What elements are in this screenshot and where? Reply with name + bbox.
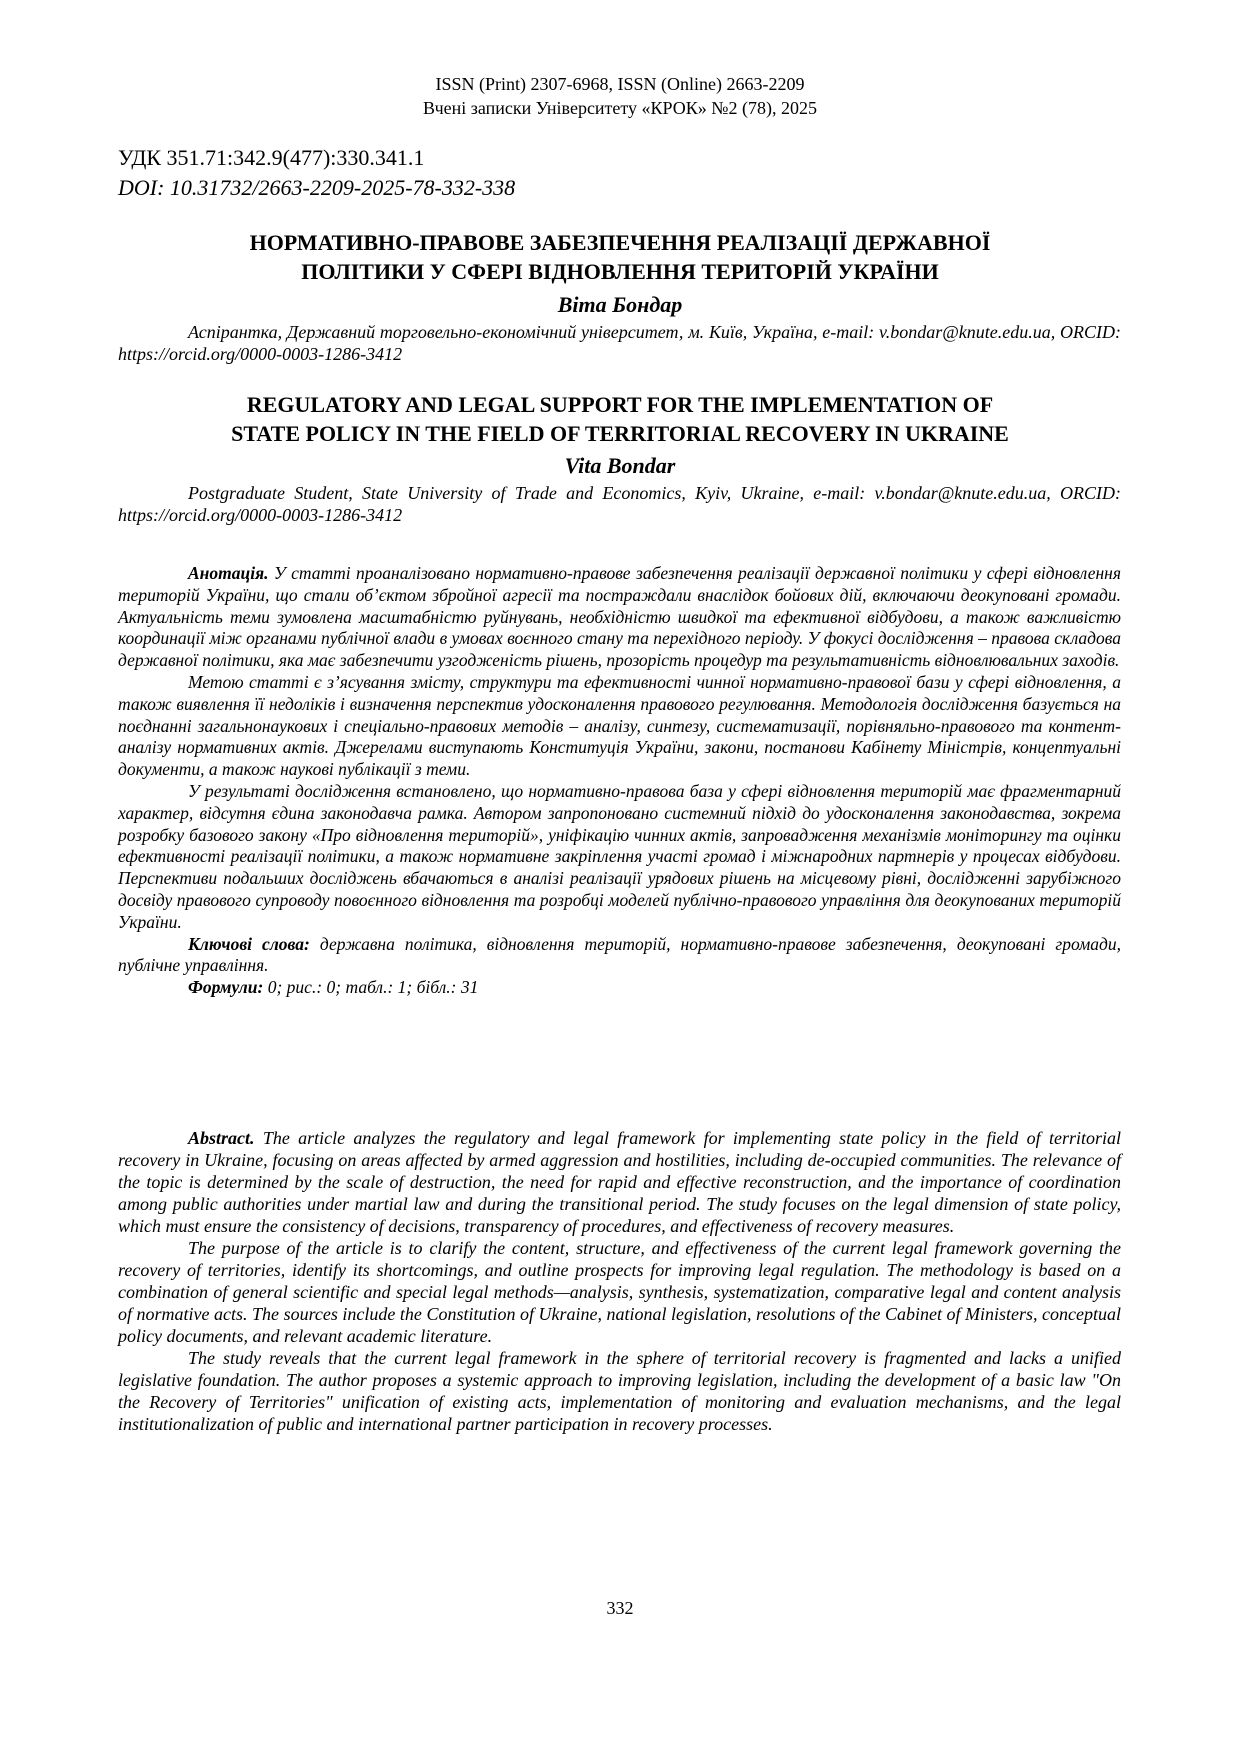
abstract-text: The article analyzes the regulatory and legal framework for implementing state policy in the field of territorial recovery in Ukraine, focusing on areas affected by armed aggression and hostilities, including de-occupied communities. The relevance of the topic is determined by the scale of destruction, the need for rapid and effective reconstruction, and the importance of coordination among public authorities under martial law and during the transitional period. The study focuses on the legal dimension of state policy, which must ensure the consistency of decisions, transparency of procedures, and effectiveness of recovery measures. — [118, 1128, 1121, 1236]
annotation-ukrainian — [118, 563, 1121, 999]
author-ukrainian: Віта Бондар — [557, 292, 683, 317]
abstract-paragraph: The purpose of the article is to clarify the content, structure, and effectiveness of the current legal framework governing the recovery of territories, identify its shortcomings, and outline prospects for improving legal regulation. The methodology is based on a combination of general scientific and special legal methods—analysis, synthesis, systematization, comparative legal and content analysis of normative acts. The sources include the Constitution of Ukraine, national legislation, resolutions of the Cabinet of Ministers, conceptual policy documents, and relevant academic literature. — [118, 1238, 1121, 1346]
article-meta — [118, 143, 515, 203]
formulas-label: Формули: — [188, 977, 264, 998]
title-ukrainian — [130, 228, 1110, 286]
formulas-text: 0; рис.: 0; табл.: 1; бібл.: 31 — [267, 977, 479, 998]
author-english: Vita Bondar — [564, 453, 676, 478]
title-ukrainian-line1: НОРМАТИВНО-ПРАВОВЕ ЗАБЕЗПЕЧЕННЯ РЕАЛІЗАЦІЇ ДЕРЖАВНОЇ — [249, 230, 991, 255]
page-number: 332 — [606, 1598, 634, 1618]
title-ukrainian-line2: ПОЛІТИКИ У СФЕРІ ВІДНОВЛЕННЯ ТЕРИТОРІЙ УКРАЇНИ — [301, 259, 939, 284]
abstract-paragraph: The study reveals that the current legal framework in the sphere of territorial recovery is fragmented and lacks a unified legislative foundation. The author proposes a systemic approach to improving legislation, including the development of a basic law "On the Recovery of Territories" unification of existing acts, implementation of monitoring and evaluation mechanisms, and the legal institutionalization of public and international partner participation in recovery processes. — [118, 1348, 1121, 1434]
formulas-paragraph — [118, 977, 1121, 999]
affiliation-english: Postgraduate Student, State University of Trade and Economics, Kyiv, Ukraine, e-mail: v.bondar@knute.edu.ua, ORCID: https://orcid.org/0000-0003-1286-3412 — [118, 483, 1121, 525]
doi-link[interactable]: DOI: 10.31732/2663-2209-2025-78-332-338 — [118, 175, 516, 200]
annotation-label: Анотація. — [188, 563, 269, 583]
abstract-paragraph — [118, 1127, 1121, 1237]
title-english-line1: REGULATORY AND LEGAL SUPPORT FOR THE IMPLEMENTATION OF — [246, 392, 994, 417]
journal-line: Вчені записки Університету «КРОК» №2 (78), 2025 — [423, 98, 817, 118]
annotation-paragraph: У результаті дослідження встановлено, що нормативно-правова база у сфері відновлення територій має фрагментарний характер, відсутня єдина законодавча рамка. Автором запропоновано системний підхід до удосконалення законодавства, зокрема розробку базового закону «Про відновлення територій», уніфікацію чинних актів, запровадження механізмів моніторингу та оцінки ефективності реалізації політики, а також нормативне закріплення участі громад і міжнародних партнерів у процесах відбудови. Перспективи подальших досліджень вбачаються в аналізі реалізації урядових рішень на місцевому рівні, дослідженні зарубіжного досвіду правового супроводу повоєнного відновлення та розробці моделей публічно-правового управління для деокупованих територій України. — [118, 780, 1121, 932]
title-english — [130, 390, 1110, 448]
abstract-english — [118, 1127, 1121, 1435]
annotation-paragraph: Метою статті є з’ясування змісту, структури та ефективності чинної нормативно-правової бази у сфері відновлення, а також виявлення її недоліків і визначення перспектив удосконалення правового регулювання. Методологія дослідження базується на поєднанні загальнонаукових і спеціально-правових методів – аналізу, синтезу, систематизації, порівняльно-правового та контент-аналізу нормативних актів. Джерелами виступають Конституція України, закони, постанови Кабінету Міністрів, концептуальні документи, а також наукові публікації з теми. — [118, 671, 1121, 780]
annotation-text: У статті проаналізовано нормативно-правове забезпечення реалізації державної політики у сфері відновлення територій України, що стали об’єктом збройної агресії та постраждали внаслідок бойових дій, включаючи деокуповані громади. Актуальність теми зумовлена масштабністю руйнувань, необхідністю швидкої та ефективної відбудови, а також важливістю координації між органами публічної влади в умовах воєнного стану та перехідного періоду. У фокусі дослідження – правова складова державної політики, яка має забезпечити узгодженість рішень, прозорість процедур та результативність відновлювальних заходів. — [118, 563, 1121, 671]
keywords-text: державна політика, відновлення територій, нормативно-правове забезпечення, деокуповані громади, публічне управління. — [118, 933, 1121, 976]
udc-code: УДК 351.71:342.9(477):330.341.1 — [118, 145, 425, 170]
abstract-label: Abstract. — [188, 1128, 255, 1148]
keywords-label: Ключові слова: — [188, 933, 310, 954]
title-english-line2: STATE POLICY IN THE FIELD OF TERRITORIAL RECOVERY IN UKRAINE — [231, 421, 1009, 446]
issn-line: ISSN (Print) 2307-6968, ISSN (Online) 2663-2209 — [435, 74, 805, 94]
keywords-paragraph — [118, 934, 1121, 978]
affiliation-ukrainian: Аспірантка, Державний торговельно-економічний університет, м. Київ, Україна, e-mail: v.bondar@knute.edu.ua, ORCID: https://orcid.org/0000-0003-1286-3412 — [118, 322, 1121, 364]
journal-header — [0, 72, 1240, 120]
annotation-paragraph — [118, 563, 1121, 672]
